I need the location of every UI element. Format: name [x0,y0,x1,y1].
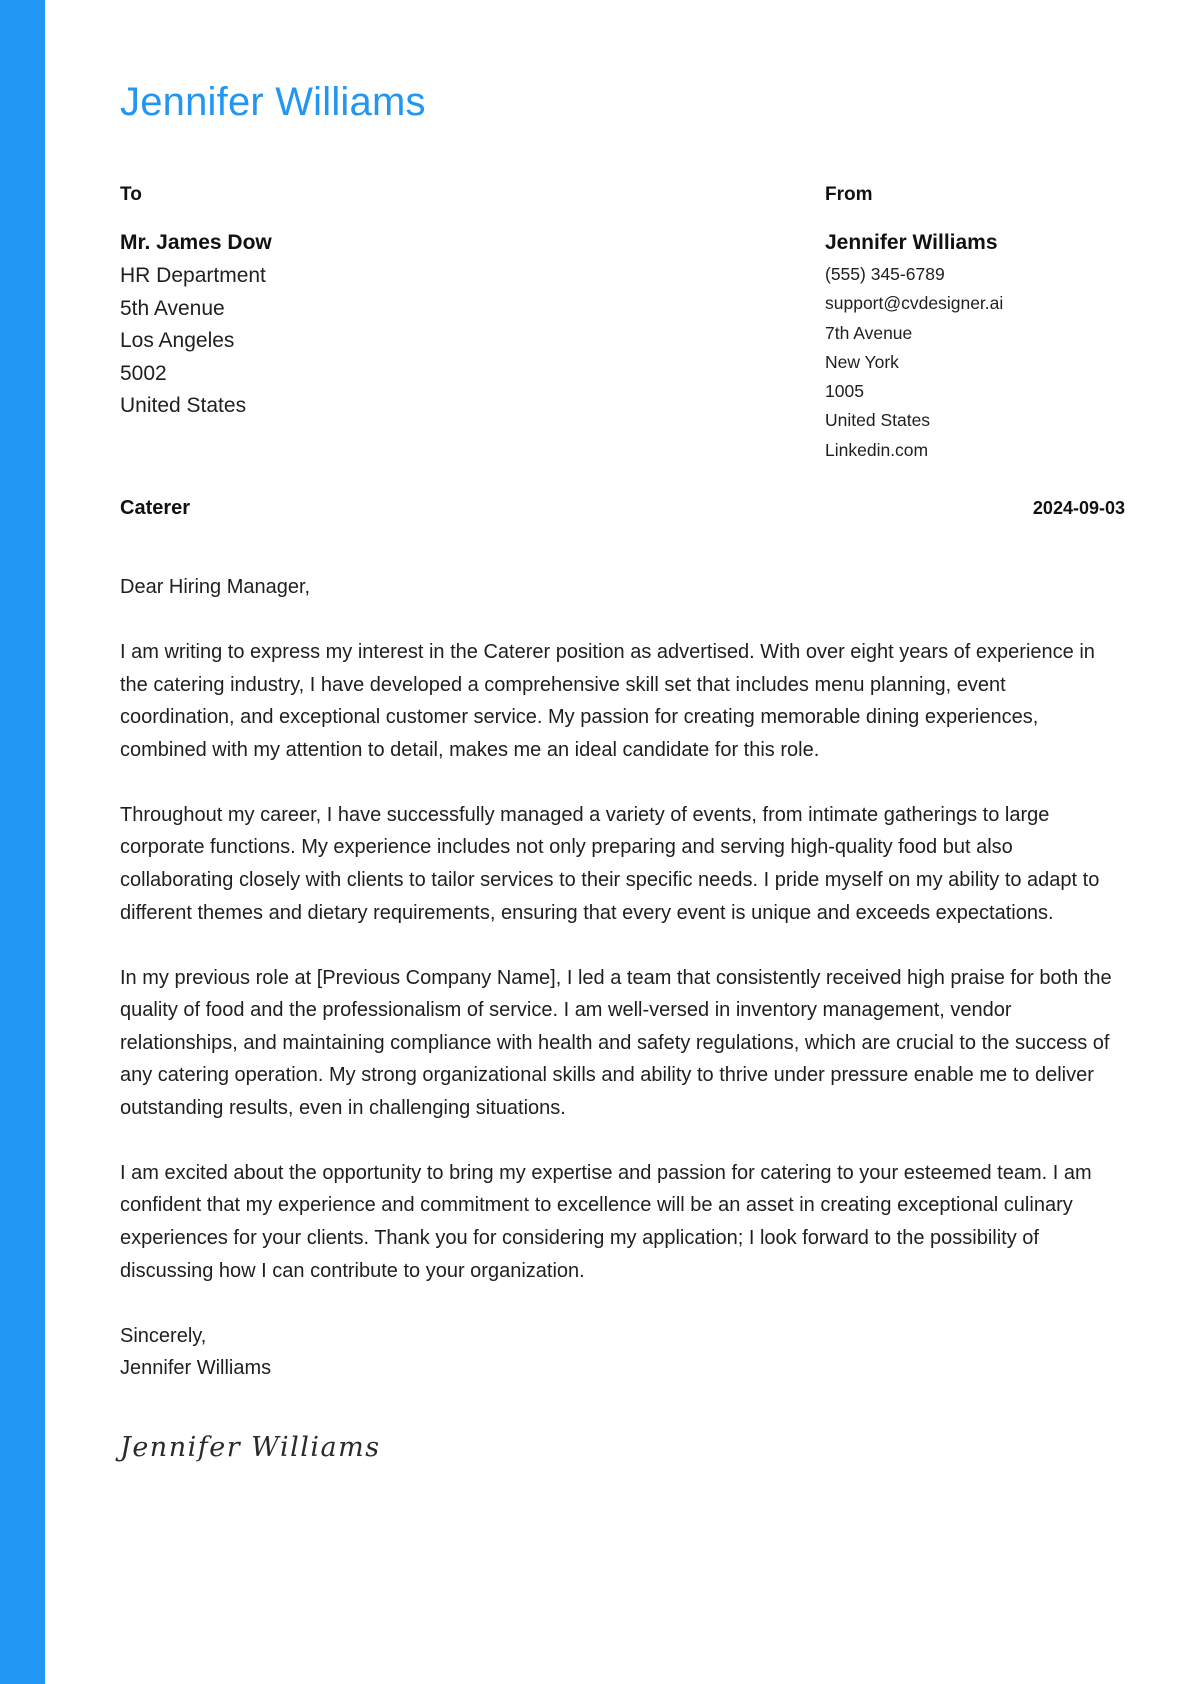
letter-date: 2024-09-03 [1032,498,1125,518]
recipient-label: To [120,184,142,205]
recipient-country: United States [120,394,247,418]
sender-street: 7th Avenue [825,322,913,343]
sender-linkedin: Linkedin.com [825,439,929,460]
sender-block [825,184,1125,465]
sender-label: From [825,184,873,205]
recipient-department: HR Department [120,264,266,287]
letter-subject: Caterer [120,497,191,519]
sender-email: support@cvdesigner.ai [825,293,1004,314]
closing: Sincerely, [120,1324,207,1347]
letter-body [120,571,1125,1385]
recipient-address [120,260,620,423]
subject-row [120,497,1125,520]
sender-city: New York [825,351,899,372]
paragraph: In my previous role at [Previous Company Name], I led a team that consistently received high praise for both the quality of food and the professionalism of service. I am well-versed in inventory management, vendor relationships, and maintaining compliance with health and safety regulations, which are crucial to the success of any catering operation. My strong organizational skills and ability to thrive under pressure enable me to deliver outstanding results, even in challenging situations. [120,966,1112,1119]
salutation: Dear Hiring Manager, [120,576,311,598]
recipient-name: Mr. James Dow [120,231,272,254]
sender-contact [825,260,1125,465]
page-title: Jennifer Williams [120,80,426,124]
handwritten-signature: Jennifer Williams [120,1432,381,1463]
sender-postcode: 1005 [825,381,864,402]
sender-name: Jennifer Williams [825,231,998,254]
paragraph: Throughout my career, I have successfully managed a variety of events, from intimate gatherings to large corporate functions. My experience includes not only preparing and serving high-quality food but also collaborating closely with clients to tailor services to their specific needs. I pride myself on my ability to adapt to different themes and dietary requirements, ensuring that every event is unique and exceeds expectations. [120,803,1100,924]
recipient-block [120,184,620,423]
recipient-street: 5th Avenue [120,296,225,320]
accent-sidebar-bar [0,0,45,1684]
paragraph: I am writing to express my interest in the Caterer position as advertised. With over eight years of experience in the catering industry, I have developed a comprehensive skill set that includes menu planning, event coordination, and exceptional customer service. My passion for creating memorable dining experiences, combined with my attention to detail, makes me an ideal candidate for this role. [120,640,1095,761]
sender-country: United States [825,410,931,431]
sender-phone: (555) 345-6789 [825,264,945,284]
recipient-city: Los Angeles [120,329,235,353]
closing-name: Jennifer Williams [120,1357,272,1380]
paragraph: I am excited about the opportunity to bring my expertise and passion for catering to your esteemed team. I am confident that my experience and commitment to excellence will be an asset in creating exceptional culinary experiences for your clients. Thank you for considering my application; I look forward to the possibility of discussing how I can contribute to your organization. [120,1161,1092,1282]
recipient-postcode: 5002 [120,361,167,385]
